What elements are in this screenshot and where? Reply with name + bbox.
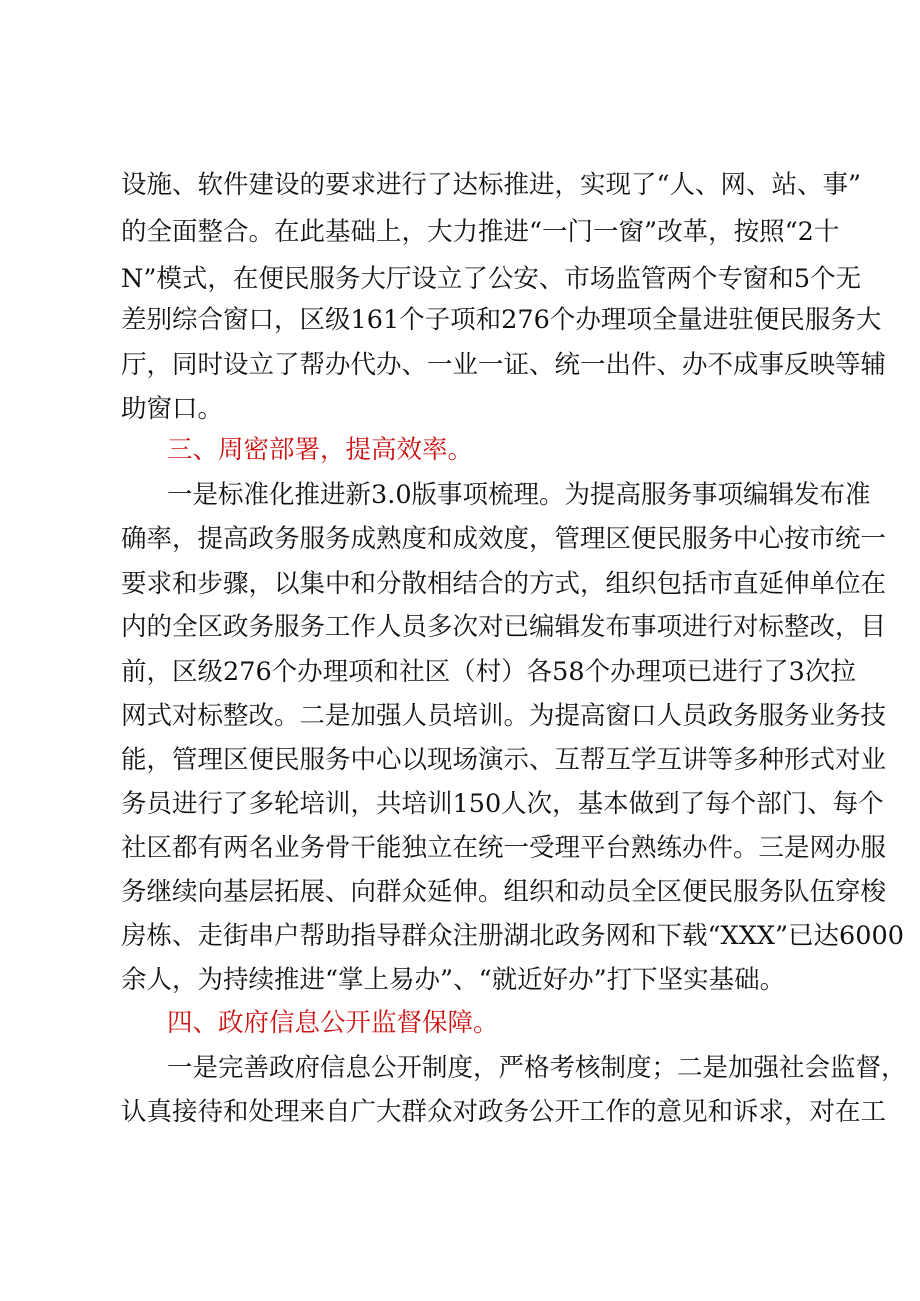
paragraph-2-line-5: 前，区级276个办理项和社区（村）各58个办理项已进行了3次拉 bbox=[121, 657, 856, 687]
section-heading-3: 三、周密部署，提高效率。 bbox=[167, 435, 474, 465]
section-heading-4: 四、政府信息公开监督保障。 bbox=[167, 1008, 499, 1038]
paragraph-2-line-2: 确率，提高政务服务成熟度和成效度，管理区便民服务中心按市统一 bbox=[121, 524, 887, 554]
paragraph-2-line-7: 能，管理区便民服务中心以现场演示、互帮互学互讲等多种形式对业 bbox=[121, 745, 887, 775]
paragraph-1-line-1: 设施、软件建设的要求进行了达标推进，实现了“人、网、站、事” bbox=[121, 170, 862, 200]
paragraph-1-line-3: N”模式，在便民服务大厅设立了公安、市场监管两个专窗和5个无 bbox=[121, 264, 862, 294]
paragraph-1-line-4: 差别综合窗口，区级161个子项和276个办理项全量进驻便民服务大 bbox=[121, 305, 882, 335]
paragraph-3-line-2: 认真接待和处理来自广大群众对政务公开工作的意见和诉求，对在工 bbox=[121, 1097, 887, 1127]
paragraph-2-line-1: 一是标准化推进新3.0版事项梳理。为提高服务事项编辑发布准 bbox=[167, 480, 871, 510]
paragraph-2-line-4: 内的全区政务服务工作人员多次对已编辑发布事项进行对标整改，目 bbox=[121, 612, 887, 642]
paragraph-2-line-9: 社区都有两名业务骨干能独立在统一受理平台熟练办件。三是网办服 bbox=[121, 833, 887, 863]
paragraph-2-line-12: 余人，为持续推进“掌上易办”、“就近好办”打下坚实基础。 bbox=[121, 965, 786, 995]
paragraph-1-line-5: 厅，同时设立了帮办代办、一业一证、统一出件、办不成事反映等辅 bbox=[121, 350, 887, 380]
paragraph-2-line-11: 房栋、走街串户帮助指导群众注册湖北政务网和下载“XXX”已达6000 bbox=[121, 921, 904, 951]
paragraph-2-line-8: 务员进行了多轮培训，共培训150人次，基本做到了每个部门、每个 bbox=[121, 789, 884, 819]
paragraph-1-line-2: 的全面整合。在此基础上，大力推进“一门一窗”改革，按照“2十 bbox=[121, 217, 840, 247]
paragraph-2-line-6: 网式对标整改。二是加强人员培训。为提高窗口人员政务服务业务技 bbox=[121, 701, 887, 731]
paragraph-2-line-10: 务继续向基层拓展、向群众延伸。组织和动员全区便民服务队伍穿梭 bbox=[121, 877, 887, 907]
paragraph-3-line-1: 一是完善政府信息公开制度，严格考核制度；二是加强社会监督， bbox=[167, 1053, 907, 1083]
paragraph-1-line-6: 助窗口。 bbox=[121, 394, 224, 424]
paragraph-2-line-3: 要求和步骤，以集中和分散相结合的方式，组织包括市直延伸单位在 bbox=[121, 569, 887, 599]
